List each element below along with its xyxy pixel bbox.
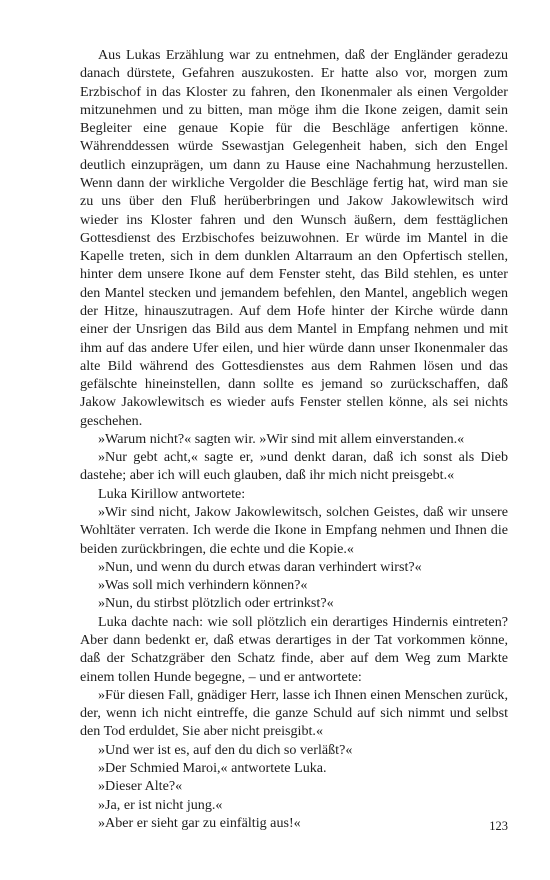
- paragraph-15: »Aber er sieht gar zu einfältig aus!«: [98, 814, 301, 831]
- paragraph-4: Luka Kirillow antwortete:: [98, 485, 246, 502]
- paragraph-5: »Wir sind nicht, Jakow Jakowlewitsch, solchen Geistes, daß wir unsere Wohltäter verraten. Ich werde die Ikone in Empfang nehmen und Ihnen die beiden zurückbringen, die echte und die Kopie.«: [80, 504, 508, 557]
- page-number: 123: [489, 819, 508, 833]
- paragraph-3: »Nur gebt acht,« sagte er, »und denkt daran, daß ich sonst als Dieb dastehe; aber ich will euch glauben, daß ihr mich nicht preisgebt.«: [80, 449, 508, 484]
- paragraph-10: »Für diesen Fall, gnädiger Herr, lasse ich Ihnen einen Menschen zurück, der, wenn ich nicht eintreffe, die ganze Schuld auf sich nimmt und selbst den Tod erduldet, Sie aber nicht preisgibt.«: [80, 686, 508, 740]
- paragraph-6: »Nun, und wenn du durch etwas daran verhindert wirst?«: [98, 558, 422, 575]
- page-body: [80, 46, 508, 832]
- paragraph-7: »Was soll mich verhindern können?«: [98, 577, 308, 594]
- paragraph-8: »Nun, du stirbst plötzlich oder ertrinkst?«: [98, 595, 334, 612]
- paragraph-13: »Dieser Alte?«: [98, 778, 183, 795]
- paragraph-1: Aus Lukas Erzählung war zu entnehmen, daß der Engländer geradezu danach dürstete, Gefahren auszukosten. Er hatte also vor, morgen zum Erzbischof in das Kloster zu fahren, den Ikonenmaler als einen Vergolder mitzunehmen und zu bitten, man möge ihm die Ikone zeigen, damit sein Begleiter eine genaue Kopie für die Beschläge anfertigen könne. Währenddessen würde Ssewastjan Gelegenheit haben, sich den Engel deutlich einzuprägen, um dann zu Hause eine Nachahmung herzustellen. Wenn dann der wirkliche Vergolder die Beschläge fertig hat, wird man sie zu uns über den Fluß herüberbringen und Jakow Jakowlewitsch wird wieder ins Kloster fahren und den Wunsch äußern, dem festtäglichen Gottesdienst des Erzbischofes beizuwohnen. Er würde im Mantel in die Kapelle treten, sich in dem dunklen Altarraum an den Opfertisch stellen, hinter dem unsere Ikone auf dem Fenster steht, das Bild stehlen, es unter den Mantel stecken und jemandem befehlen, den Mantel, angeblich wegen der Hitze, hinauszutragen. Auf dem Hofe hinter der Kirche würde dann einer der Unsrigen das Bild aus dem Mantel in Empfang nehmen und mit ihm auf das andere Ufer eilen, und hier würde dann unser Ikonenmaler das alte Bild während des Gottesdienstes aus dem Rahmen lösen und das gefälschte hineinstellen, dann sollte es jemand so zurückschaffen, daß Jakow Jakowlewitsch es wieder aufs Fenster stellen könne, als sei nichts geschehen.: [80, 47, 508, 429]
- paragraph-2: »Warum nicht?« sagten wir. »Wir sind mit allem einverstanden.«: [98, 430, 465, 447]
- paragraph-11: »Und wer ist es, auf den du dich so verläßt?«: [98, 741, 353, 758]
- paragraph-12: »Der Schmied Maroi,« antwortete Luka.: [98, 759, 327, 776]
- paragraph-9: Luka dachte nach: wie soll plötzlich ein derartiges Hindernis eintreten? Aber dann bedenkt er, daß etwas derartiges in der Tat vorkommen könne, daß der Schatzgräber den Schatz finde, aber auf dem Weg zum Markte einem tollen Hunde begegne, – und er antwortete:: [80, 613, 508, 685]
- paragraph-14: »Ja, er ist nicht jung.«: [98, 796, 223, 813]
